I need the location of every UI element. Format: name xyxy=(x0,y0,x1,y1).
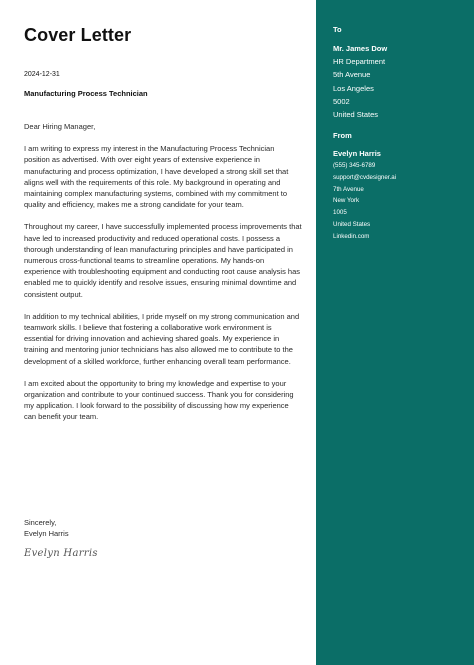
letter-paragraph-1: I am writing to express my interest in the Manufacturing Process Technician position as advertised. With over eight years of extensive experience in manufacturing and process optimization, I have developed a strong skill set that aligns well with the requirements of this role. My background in operating and maintaining complex manufacturing systems, combined with my commitment to quality and efficiency, makes me a strong candidate for your team. xyxy=(24,144,289,210)
recipient-country: United States xyxy=(333,110,379,120)
letter-sender-name: Evelyn Harris xyxy=(24,529,69,539)
handwritten-signature: Evelyn Harris xyxy=(24,548,98,559)
sender-country: United States xyxy=(333,220,371,228)
letter-body xyxy=(24,121,302,434)
sender-zip: 1005 xyxy=(333,209,347,217)
sender-city: New York xyxy=(333,197,360,205)
sender-phone: (555) 345-6789 xyxy=(333,162,376,169)
letter-paragraph-2: Throughout my career, I have successfully implemented process improvements that have led to increased productivity and reduced operational costs. I possess a thorough understanding of lean manufacturing principles and have participated in numerous cross-functional teams to streamline operations. My hands-on experience with troubleshooting equipment and conducting root cause analysis has enabled me to quickly identify and resolve issues, ensuring minimal downtime and consistent output. xyxy=(24,222,302,299)
sender-email[interactable]: support@cvdesigner.ai xyxy=(333,173,397,181)
letter-paragraph-3: In addition to my technical abilities, I pride myself on my strong communication and teamwork skills. I believe that fostering a collaborative work environment is essential for driving innovation and achieving shared goals. My experience in training and mentoring junior technicians has also allowed me to contribute to the development of a skilled workforce, further enhancing overall team performance. xyxy=(24,311,300,366)
letter-greeting: Dear Hiring Manager, xyxy=(24,122,96,131)
from-label: From xyxy=(333,131,352,140)
sender-name: Evelyn Harris xyxy=(333,149,381,158)
recipient-zip: 5002 xyxy=(333,96,350,106)
recipient-name: Mr. James Dow xyxy=(333,44,388,53)
recipient-street: 5th Avenue xyxy=(333,70,371,80)
recipient-city: Los Angeles xyxy=(333,83,374,93)
contact-sidebar xyxy=(316,0,474,665)
recipient-department: HR Department xyxy=(333,57,386,67)
letter-paragraph-4: I am excited about the opportunity to bring my knowledge and expertise to your organization and contribute to your continued success. Thank you for considering my application. I look forward to the possibility of discussing how my experience can benefit your team. xyxy=(24,378,294,422)
sender-block xyxy=(333,148,396,243)
letter-date: 2024-12-31 xyxy=(24,71,60,78)
recipient-block xyxy=(333,42,387,121)
sender-street: 7th Avenue xyxy=(333,185,364,193)
to-label: To xyxy=(333,25,342,34)
letter-signoff xyxy=(24,517,69,539)
letter-subject: Manufacturing Process Technician xyxy=(24,89,148,98)
sender-linkedin[interactable]: Linkedin.com xyxy=(333,232,370,240)
letter-closing: Sincerely, xyxy=(24,518,57,527)
letter-title: Cover Letter xyxy=(24,25,132,45)
